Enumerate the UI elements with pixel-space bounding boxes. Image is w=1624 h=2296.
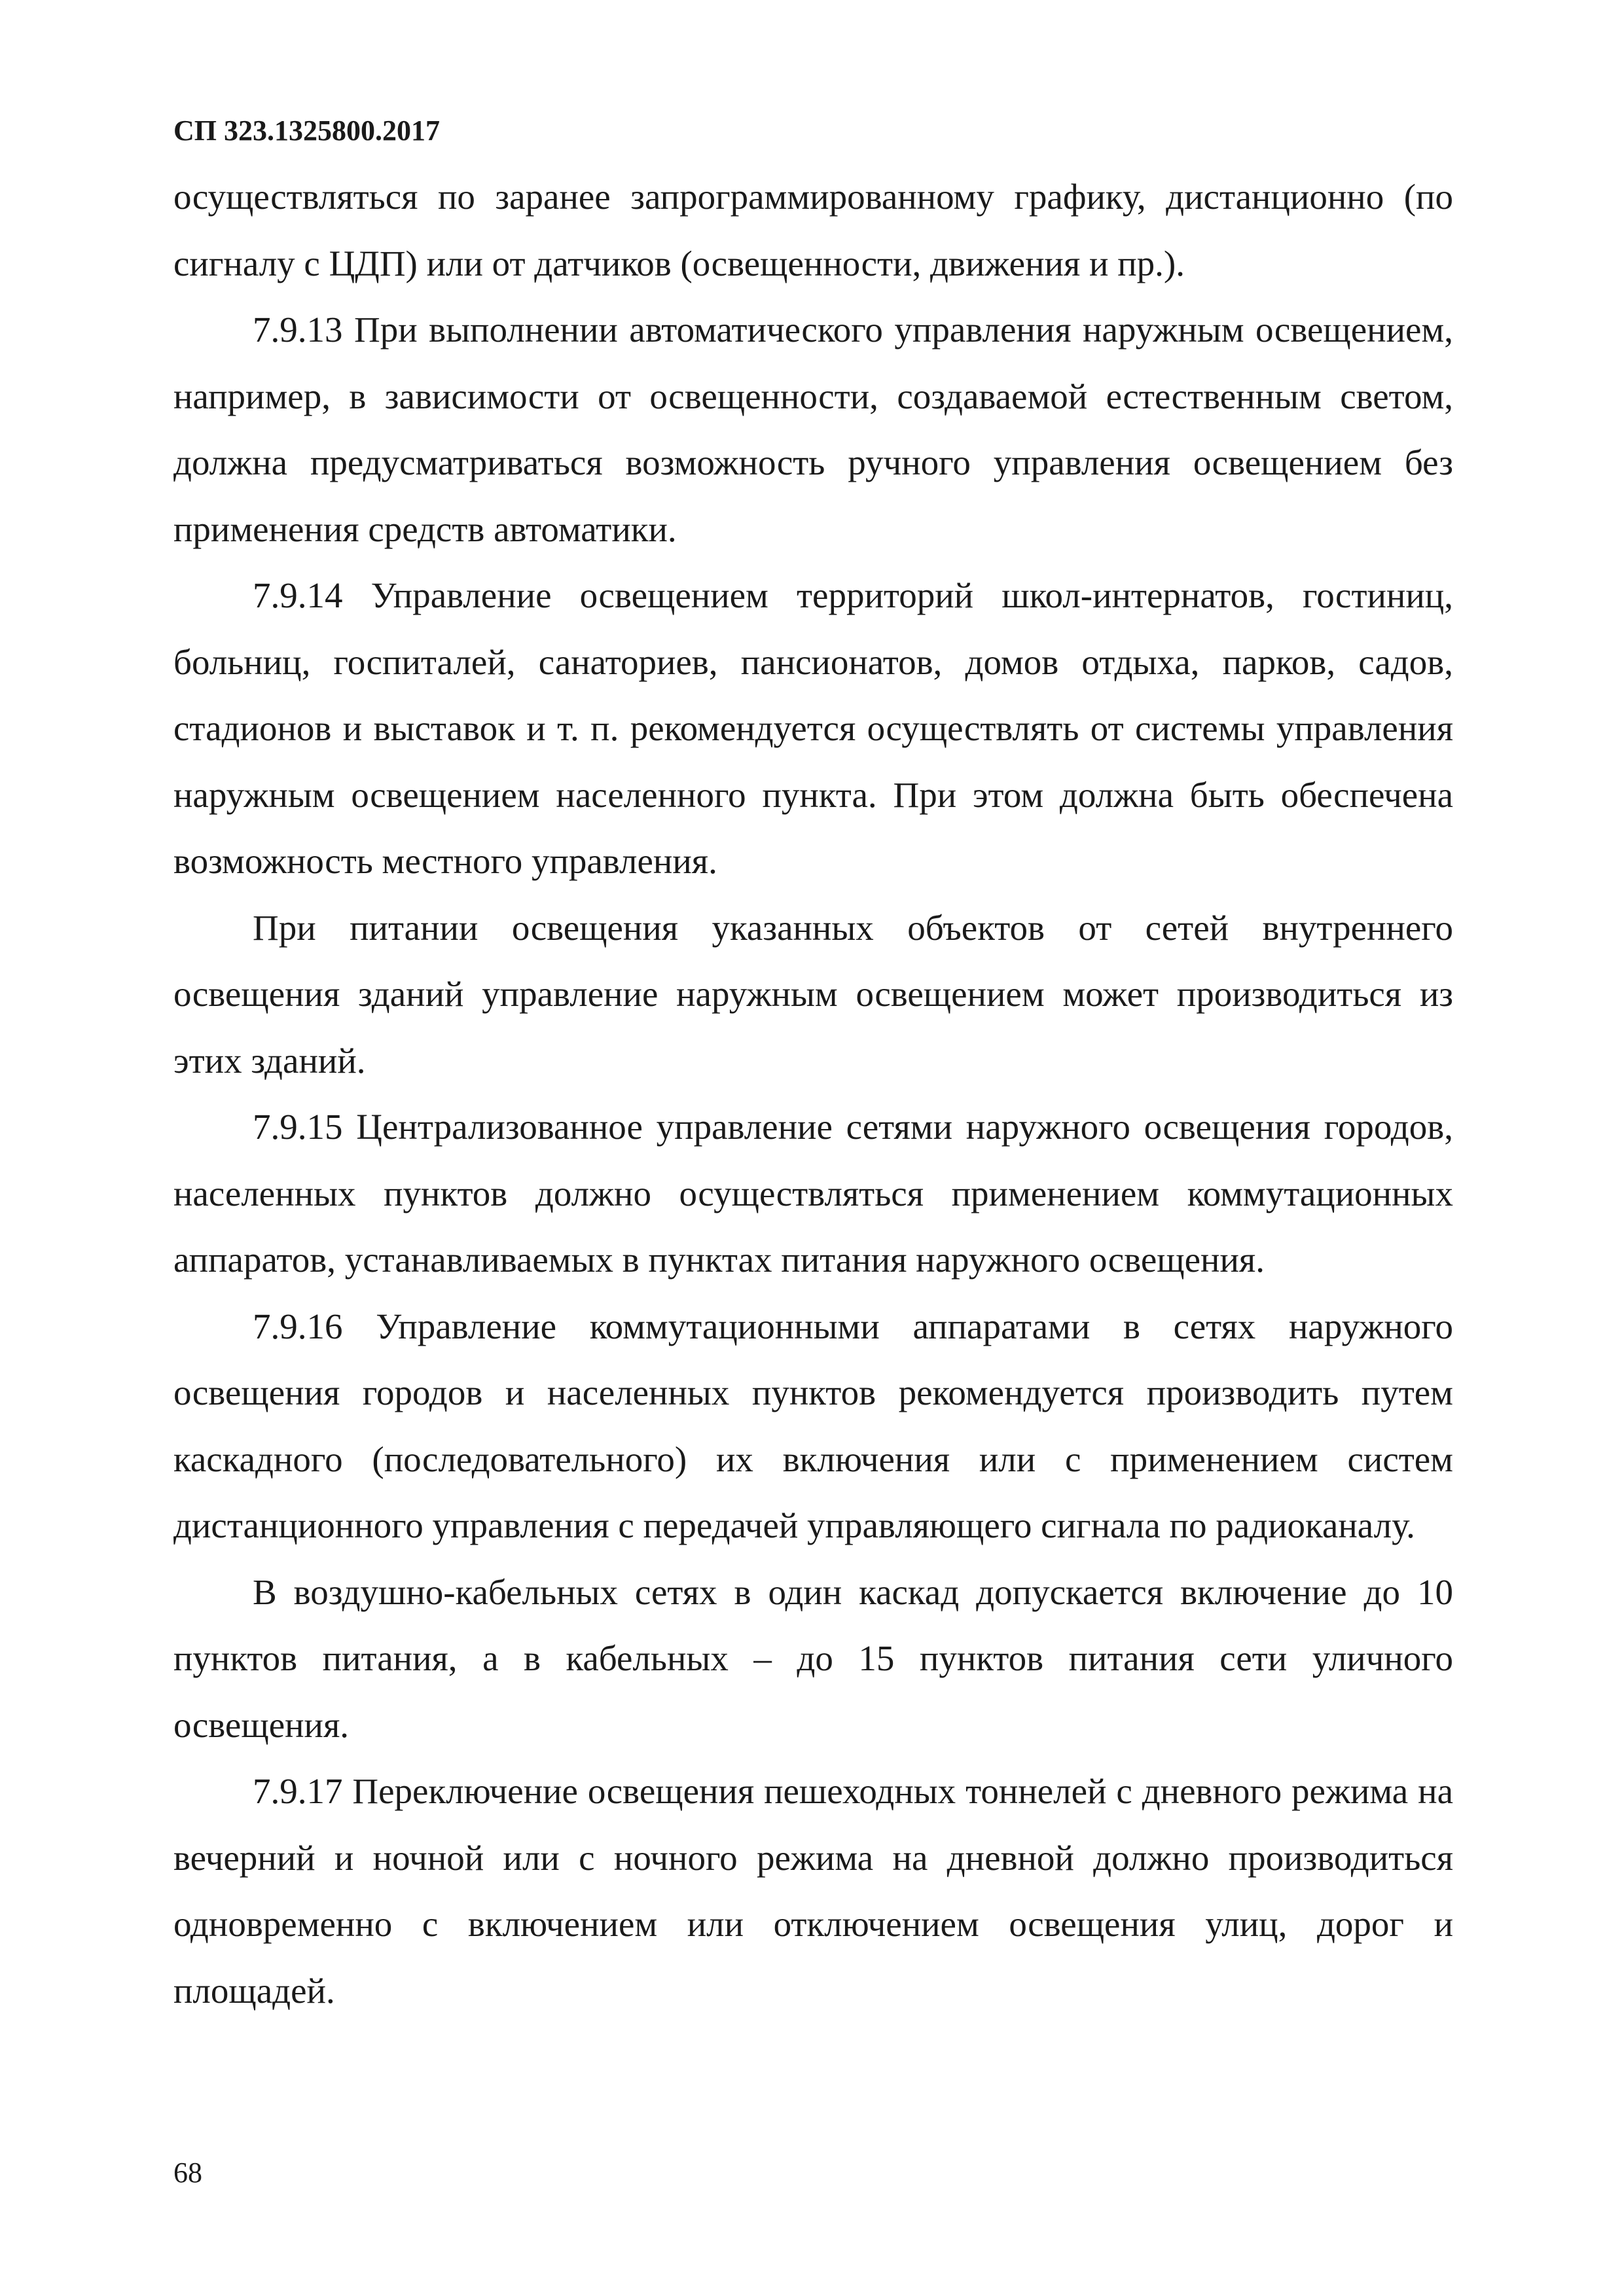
document-body [173,164,1453,2024]
paragraph-7-9-17: 7.9.17 Переключение освещения пешеходных тоннелей с дневного режима на вечерний и ночной или с ночного режима на дневной должно производиться одновременно с включением или отключением освещения улиц, дорог и площадей. [173,1771,1453,2011]
paragraph-7-9-16-cascade: В воздушно-кабельных сетях в один каскад допускается включение до 10 пунктов питания, а в кабельных – до 15 пунктов питания сети уличного освещения. [173,1571,1453,1745]
page-number: 68 [173,2157,202,2189]
document-code-header: СП 323.1325800.2017 [173,115,440,147]
paragraph-continuation: осуществляться по заранее запрограммированному графику, дистанционно (по сигналу с ЦДП) или от датчиков (освещенности, движения и пр.). [173,177,1453,283]
paragraph-7-9-15: 7.9.15 Централизованное управление сетями наружного освещения городов, населенных пунктов должно осуществляться применением коммутационных аппаратов, устанавливаемых в пунктах питания наружного освещения. [173,1107,1453,1280]
paragraph-7-9-13: 7.9.13 При выполнении автоматического управления наружным освещением, например, в зависимости от освещенности, создаваемой естественным светом, должна предусматриваться возможность ручного управления освещением без применения средств автоматики. [173,310,1453,549]
paragraph-7-9-14: 7.9.14 Управление освещением территорий школ-интернатов, гостиниц, больниц, госпиталей, санаториев, пансионатов, домов отдыха, парков, садов, стадионов и выставок и т. п. рекомендуется осуществлять от системы управления наружным освещением населенного пункта. При этом должна быть обеспечена возможность местного управления. [173,575,1453,881]
paragraph-7-9-16: 7.9.16 Управление коммутационными аппаратами в сетях наружного освещения городов и населенных пунктов рекомендуется производить путем каскадного (последовательного) их включения или с применением систем дистанционного управления с передачей управляющего сигнала по радиоканалу. [173,1306,1453,1545]
paragraph-7-9-14-supply: При питании освещения указанных объектов от сетей внутреннего освещения зданий управление наружным освещением может производиться из этих зданий. [173,907,1453,1081]
